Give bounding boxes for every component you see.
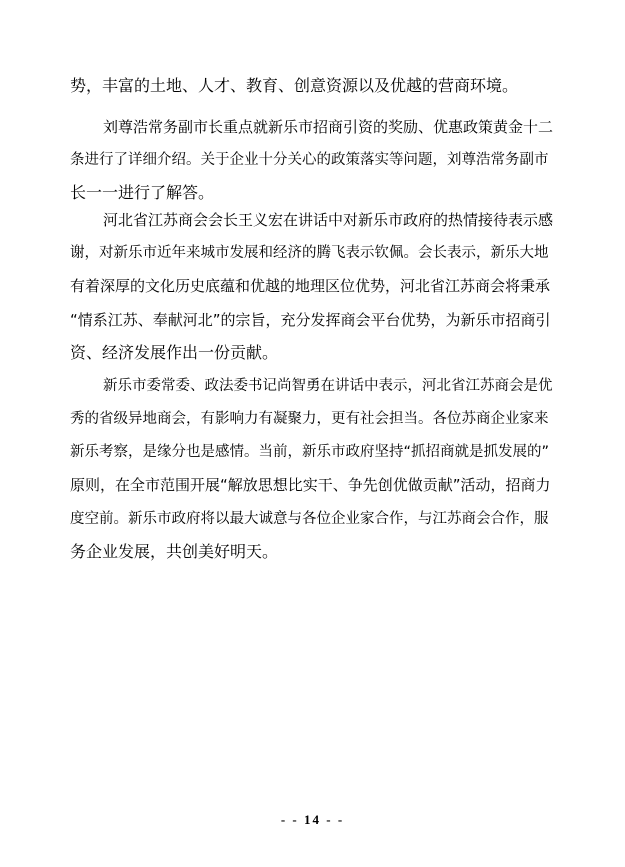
text-line: 条进行了详细介绍。关于企业十分关心的政策落实等问题，刘尊浩常务副市 (70, 152, 549, 168)
text-line: 务企业发展，共创美好明天。 (70, 542, 279, 561)
text-line: 刘尊浩常务副市长重点就新乐市招商引资的奖励、优惠政策黄金十二 (103, 118, 554, 136)
text-line: 度空前。新乐市政府将以最大诚意与各位企业家合作，与江苏商会合作，服 (70, 511, 549, 527)
text-line: 新乐市委常委、政法委书记尚智勇在讲话中表示，河北省江苏商会是优 (103, 378, 553, 394)
text-line: 河北省江苏商会会长王义宏在讲话中对新乐市政府的热情接待表示感 (103, 211, 554, 229)
text-line: 秀的省级异地商会，有影响力有凝聚力，更有社会担当。各位苏商企业家来 (70, 411, 549, 427)
text-line: 新乐考察，是缘分也是感情。当前，新乐市政府坚持“抓招商就是抓发展的” (70, 444, 550, 460)
text-line: 长一一进行了解答。 (70, 183, 215, 202)
text-line: 资、经济发展作出一份贡献。 (70, 343, 279, 362)
text-line: 有着深厚的文化历史底蕴和优越的地理区位优势，河北省江苏商会将秉承 (70, 277, 551, 295)
text-line: 原则，在全市范围开展“解放思想比实干、争先创优做贡献”活动，招商力 (70, 476, 551, 494)
text-line: 势，丰富的土地、人才、教育、创意资源以及优越的营商环境。 (70, 76, 519, 95)
page-number: - - 14 - - (280, 812, 345, 827)
text-line: 谢，对新乐市近年来城市发展和经济的腾飞表示钦佩。会长表示，新乐大地 (70, 245, 549, 261)
text-line: “情系江苏、奉献河北”的宗旨，充分发挥商会平台优势，为新乐市招商引 (70, 311, 551, 329)
